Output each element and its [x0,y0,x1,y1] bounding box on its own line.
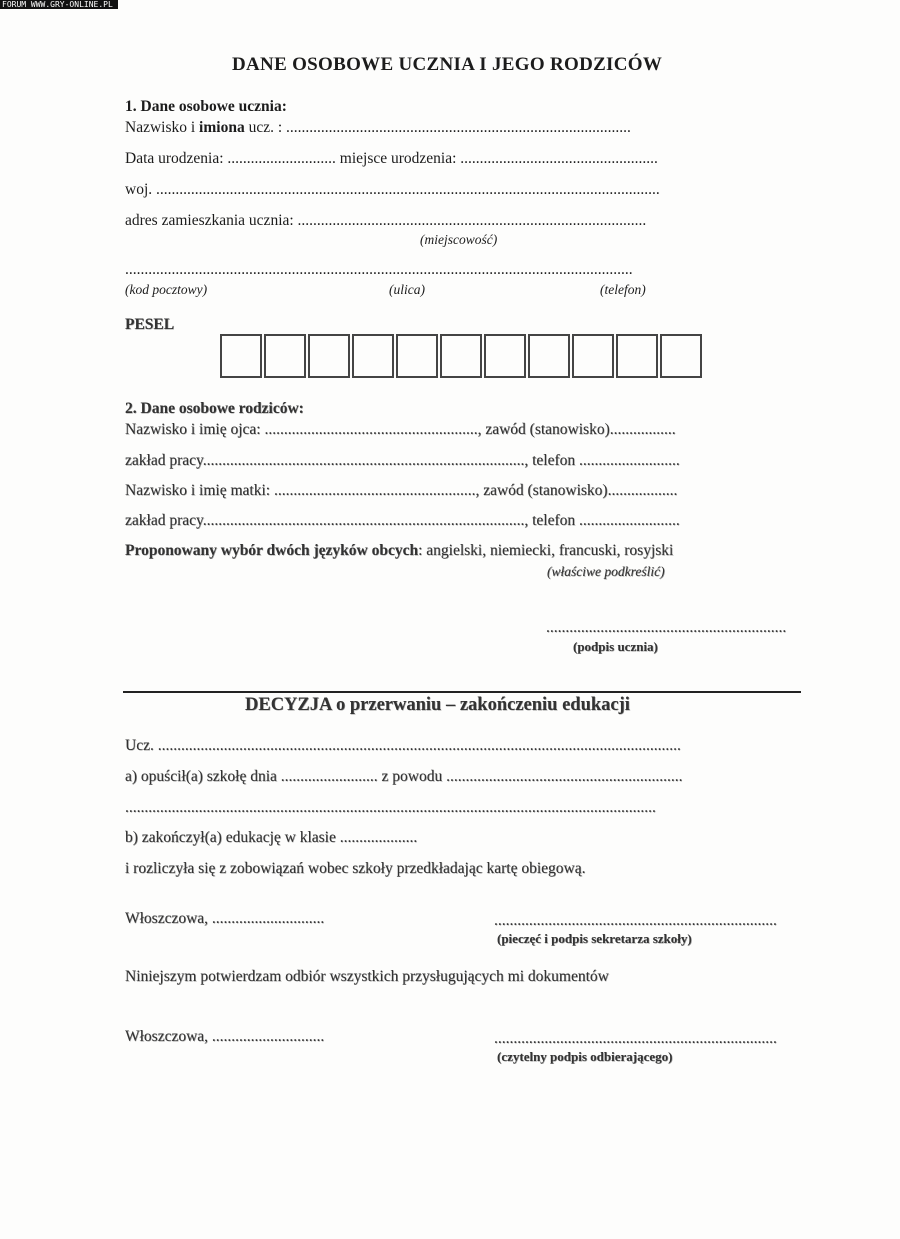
student-name-label-b: imiona [199,119,245,136]
voivodeship-field[interactable]: woj. .................................................................................................................................. [125,181,660,198]
student-name-label-a: Nazwisko i [125,119,200,136]
mother-workplace-field[interactable]: zakład pracy..................................................................................., telefon .......................... [125,512,680,529]
left-school-field[interactable]: a) opuścił(a) szkołę dnia ......................... z powodu ............................................................. [125,768,683,785]
hint-phone: (telefon) [600,282,646,297]
pesel-digit-box[interactable] [264,334,306,378]
secretary-signature-label: (pieczęć i podpis sekretarza szkoły) [497,931,692,946]
pesel-label: PESEL [125,316,175,333]
address-line-2[interactable]: ................................................................................................................................... [125,261,633,278]
address-hint-town: (miejscowość) [420,232,498,247]
pesel-digit-box[interactable] [660,334,702,378]
decision-title [245,695,630,716]
decision-student-field[interactable]: Ucz. ....................................................................................................................................... [125,737,681,754]
student-name-field[interactable] [125,119,631,137]
pesel-digit-box[interactable] [396,334,438,378]
pesel-digit-box[interactable] [572,334,614,378]
pesel-digit-box[interactable] [616,334,658,378]
secretary-signature-line[interactable]: ......................................................................... [494,912,777,929]
section-divider [123,691,801,693]
pesel-digit-box[interactable] [308,334,350,378]
hint-street: (ulica) [389,282,425,297]
father-field[interactable]: Nazwisko i imię ojca: ......................................................., zawód (stanowisko)................. [125,421,676,438]
pesel-digit-box[interactable] [528,334,570,378]
pesel-digit-box[interactable] [352,334,394,378]
pesel-digit-box[interactable] [484,334,526,378]
section-2-heading: 2. Dane osobowe rodziców: [125,400,304,417]
pesel-digit-box[interactable] [440,334,482,378]
page-title: DANE OSOBOWE UCZNIA I JEGO RODZICÓW [232,54,663,75]
languages-label: Proponowany wybór dwóch języków obcych [125,542,419,559]
place-date-field-1[interactable]: Włoszczowa, ............................. [125,910,325,927]
address-field[interactable]: adres zamieszkania ucznia: .......................................................................................... [125,212,647,229]
mother-field[interactable]: Nazwisko i imię matki: ...................................................., zawód (stanowisko).................. [125,482,678,499]
decision-title-rest: o przerwaniu – zakończeniu edukacji [331,695,630,715]
pesel-boxes [220,334,704,378]
section-1-heading: 1. Dane osobowe ucznia: [125,98,287,115]
languages-options: : angielski, niemiecki, francuski, rosyjski [418,542,674,559]
place-date-field-2[interactable]: Włoszczowa, ............................. [125,1028,325,1045]
father-workplace-field[interactable]: zakład pracy..................................................................................., telefon .......................... [125,452,680,469]
settlement-text: i rozliczyła się z zobowiązań wobec szkoły przedkładając kartę obiegową. [125,860,586,877]
confirmation-text: Niniejszym potwierdzam odbiór wszystkich przysługujących mi dokumentów [125,968,609,985]
hint-postal-code: (kod pocztowy) [125,282,208,297]
student-signature-line[interactable]: .............................................................. [546,619,787,636]
forum-watermark: FORUM WWW.GRY-ONLINE.PL [0,0,118,9]
decision-title-bold: DECYZJA [245,695,332,715]
student-name-label-c: ucz. : ......................................................................................... [244,119,631,136]
receiver-signature-line[interactable]: ......................................................................... [494,1030,777,1047]
student-signature-label: (podpis ucznia) [573,639,658,654]
birth-field[interactable]: Data urodzenia: ............................ miejsce urodzenia: ................................................... [125,150,658,167]
languages-hint: (właściwe podkreślić) [547,564,665,579]
receiver-signature-label: (czytelny podpis odbierającego) [497,1049,673,1064]
completed-class-field[interactable]: b) zakończył(a) edukację w klasie .................... [125,829,418,846]
languages-line[interactable] [125,542,673,560]
reason-continued-field[interactable]: ......................................................................................................................................... [125,799,656,816]
pesel-digit-box[interactable] [220,334,262,378]
